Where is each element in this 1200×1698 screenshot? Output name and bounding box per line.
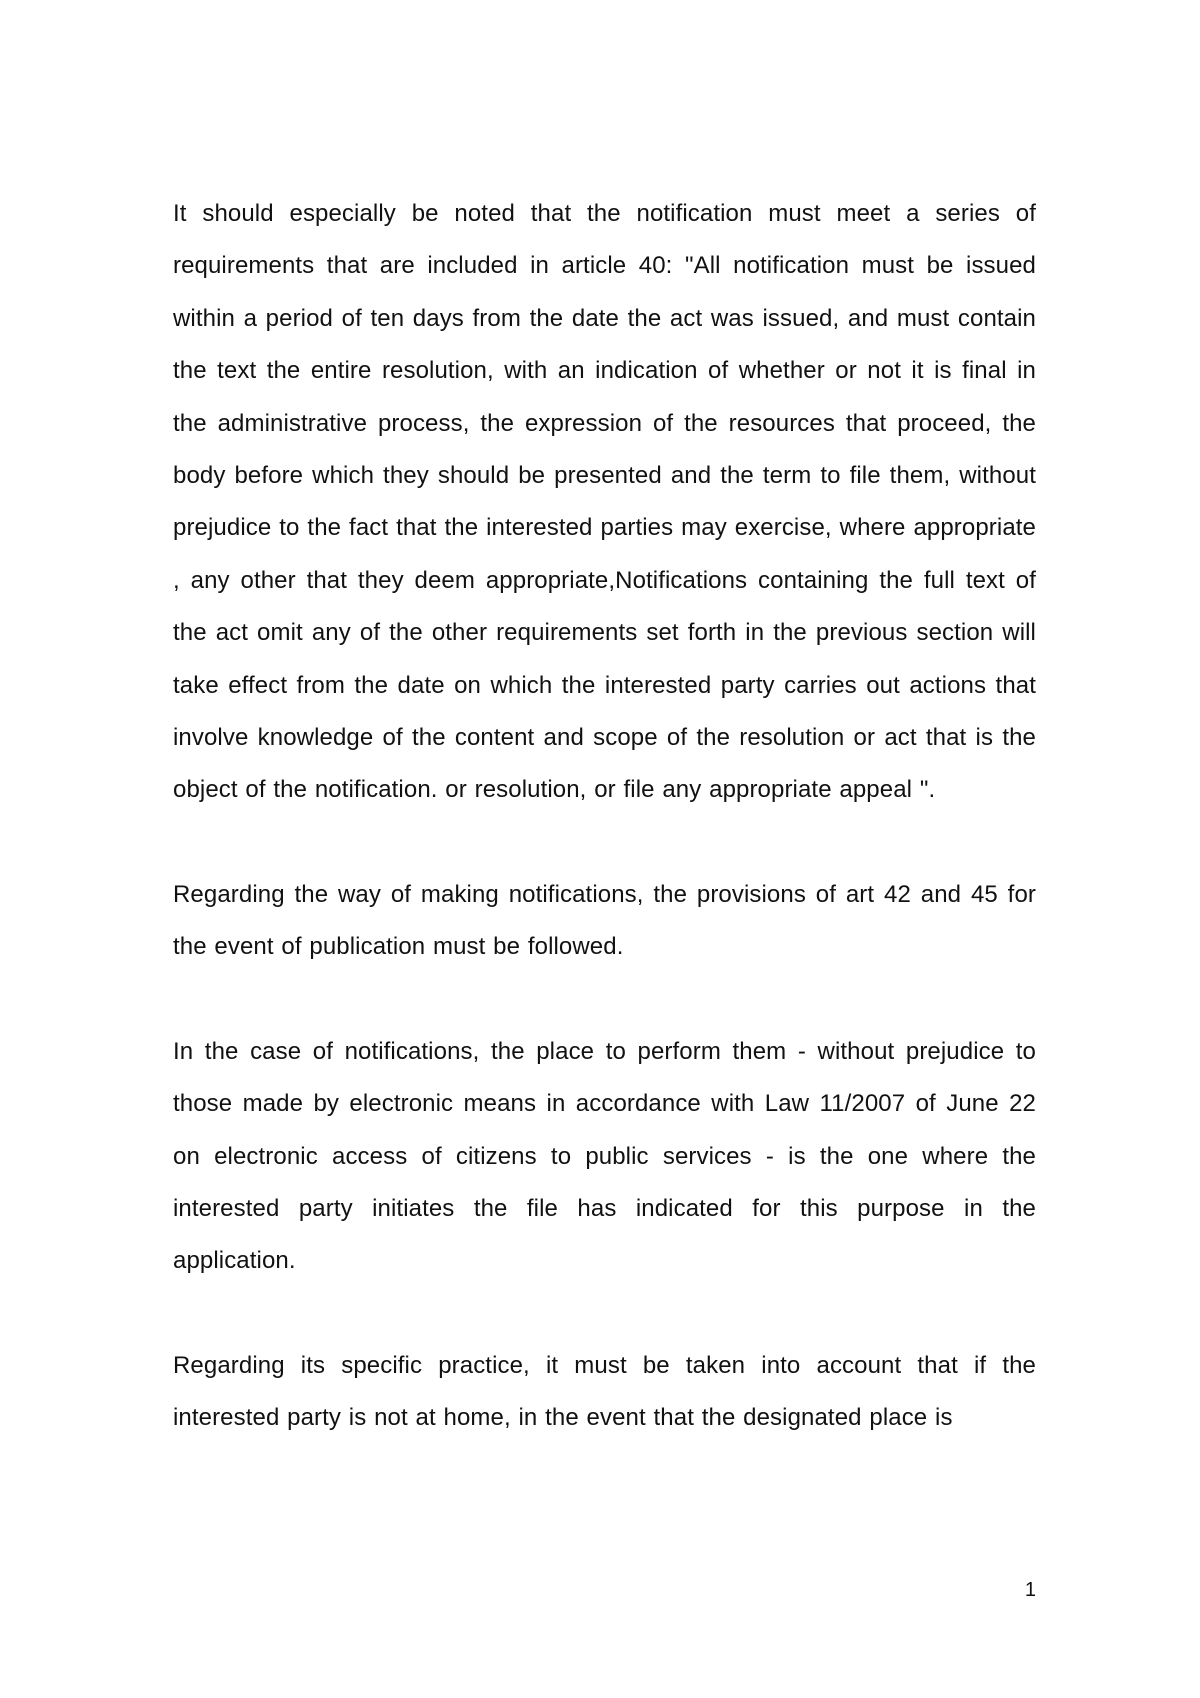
body-text (173, 188, 1036, 1497)
paragraph-article-40: It should especially be noted that the notification must meet a series of requirements that are included in article 40: "All notification must be issued within a period of ten days from the date the act was issued, and must contain the text the entire resolution, with an indication of whether or not it is final in the administrative process, the expression of the resources that proceed, the body before which they should be presented and the term to file them, without prejudice to the fact that the interested parties may exercise, where appropriate , any other that they deem appropriate,Notifications containing the full text of the act omit any of the other requirements set forth in the previous section will take effect from the date on which the interested party carries out actions that involve knowledge of the content and scope of the resolution or act that is the object of the notification. or resolution, or file any appropriate appeal ". (173, 200, 1036, 804)
paragraph-specific-practice: Regarding its specific practice, it must be taken into account that if the interested party is not at home, in the event that the designated place is (173, 1351, 1036, 1432)
page-number: 1 (1024, 1579, 1036, 1601)
paragraph-place-of-notifications: In the case of notifications, the place to perform them - without prejudice to those made by electronic means in accordance with Law 11/2007 of June 22 on electronic access of citizens to public services - is the one where the interested party initiates the file has indicated for this purpose in the application. (173, 1037, 1036, 1275)
paragraph-way-of-notifications: Regarding the way of making notifications, the provisions of art 42 and 45 for the event of publication must be followed. (173, 880, 1036, 961)
